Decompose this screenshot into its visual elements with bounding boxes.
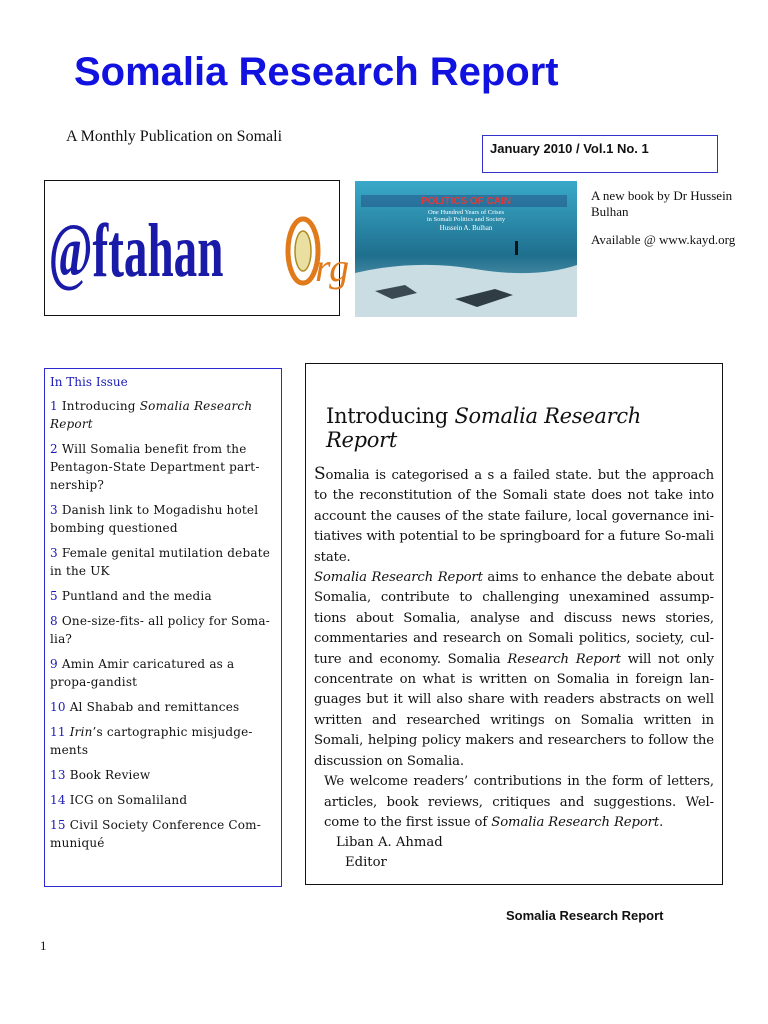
toc-item: 1 Introducing Somalia Research Report <box>50 399 253 431</box>
toc-item: 3 Danish link to Mogadishu hotel bombing questioned <box>50 503 259 535</box>
toc-item: 8 One-size-fits- all policy for Soma-lia? <box>50 614 270 646</box>
toc-item: 3 Female genital mutilation debate in the UK <box>50 546 271 578</box>
issue-date: January 2010 / Vol.1 No. 1 <box>490 141 649 156</box>
book-cover-subtitle-1: One Hundred Years of Crises <box>427 209 505 216</box>
toc-item: 11 Irin’s cartographic misjudge-ments <box>50 725 253 757</box>
intro-article <box>305 363 723 885</box>
toc-item: 9 Amin Amir caricatured as a propa-gandist <box>50 657 235 689</box>
toc-heading: In This Issue <box>50 375 128 389</box>
footer-title: Somalia Research Report <box>506 908 664 923</box>
book-caption-line: A new book by Dr Hussein Bulhan <box>591 188 733 219</box>
toc-item: 5 Puntland and the media <box>50 589 212 603</box>
signature-name: Liban A. Ahmad <box>336 835 443 851</box>
book-cover-image <box>355 181 577 317</box>
masthead-title: Somalia Research Report <box>74 50 559 94</box>
logo-org-mark <box>288 219 349 290</box>
intro-paragraph-2: Somalia Research Report aims to enhance the debate about Somalia, contribute to challenging unexamined assump-tions about Somalia, analyse and discuss news stories, commentaries and research on Somali politics, society, cul-ture and economy. Somalia Research Report will not only concentrate on what is written on Somalia in foreign lan-guages but it will also share with readers abstracts on well written and researched writings on Somalia written in Somali, helping policy makers and researchers to follow the discussion on Somalia. <box>314 570 715 769</box>
intro-paragraph-1: Somalia is categorised a s a failed state. but the approach to the reconstitution of the Somali state does not take into account the causes of the state failure, local governance ini-tiatives with potential to be springboard for a future So-mali state. <box>314 464 714 565</box>
intro-paragraph-3: We welcome readers’ contributions in the form of letters, articles, book reviews, critiques and suggestions. Wel-come to the first issue of Somalia Research Report. <box>324 774 714 830</box>
book-cover-author: Hussein A. Bulhan <box>439 224 493 232</box>
toc-item: 14 ICG on Somaliland <box>50 793 188 807</box>
toc-item: 15 Civil Society Conference Com-muniqué <box>50 818 262 850</box>
book-caption <box>591 188 741 260</box>
publication-subtitle: A Monthly Publication on Somali <box>66 128 283 145</box>
aftahan-logo <box>44 180 350 316</box>
book-cover-subtitle-2: in Somali Politics and Society <box>426 216 506 223</box>
toc-list <box>50 397 277 852</box>
signature-role: Editor <box>345 855 387 871</box>
book-available: Available @ www.kayd.org <box>591 232 736 247</box>
issue-date-box <box>482 135 718 173</box>
toc-item: 13 Book Review <box>50 768 151 782</box>
page-number: 1 <box>40 938 47 953</box>
aftahan-logo-graphic <box>45 181 350 315</box>
toc-item: 2 Will Somalia benefit from the Pentagon-State Department part-nership? <box>50 442 260 492</box>
intro-title: Introducing Somalia Research Report <box>326 404 642 452</box>
logo-text-main: @ftahan <box>48 208 224 293</box>
logo-text-org: rg <box>315 245 350 290</box>
toc-item: 10 Al Shabab and remittances <box>50 700 240 714</box>
book-cover-title: POLITICS OF CAIN <box>421 196 511 207</box>
table-of-contents <box>44 368 282 887</box>
intro-body <box>314 464 714 833</box>
